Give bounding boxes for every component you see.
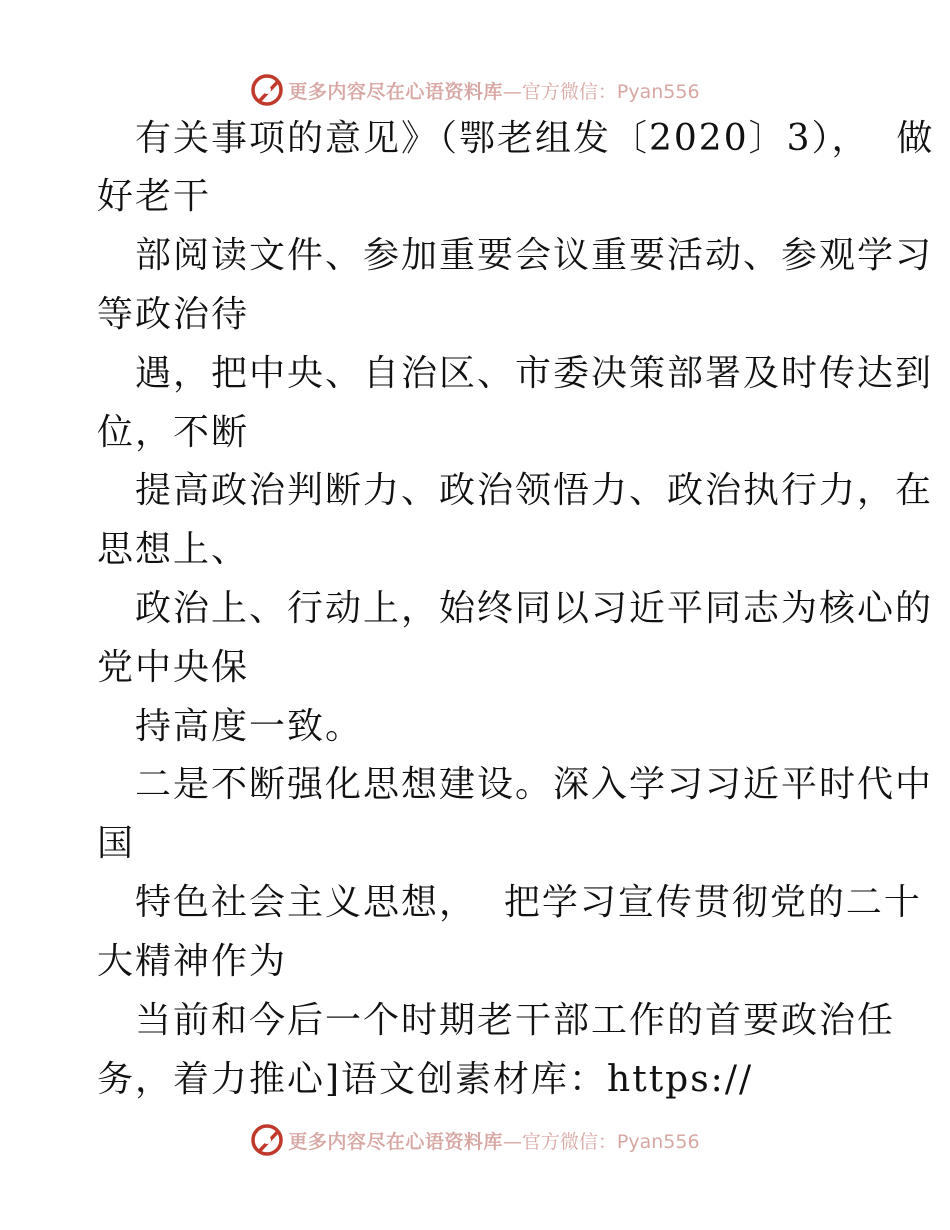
text-line: 提高政治判断力、政治领悟力、政治执行力，在 [135, 470, 934, 511]
footer-watermark [0, 1120, 950, 1160]
watermark-sub-text: —官方微信：Pyan556 [502, 80, 700, 103]
text-line: 位，不断 [97, 412, 250, 453]
text-line: 持高度一致。 [135, 706, 364, 747]
header-watermark [0, 70, 950, 110]
text-line: 好老干 [97, 176, 212, 217]
text-line: 政治上、行动上，始终同以习近平同志为核心的 [135, 588, 934, 629]
text-line: 遇，把中央、自治区、市委决策部署及时传达到 [135, 353, 934, 394]
text-line: 特色社会主义思想， 把学习宣传贯彻党的二十 [135, 882, 922, 923]
text-line: 务，着力推心]语文创素材库：https:// [97, 1059, 754, 1100]
pen-logo-icon [250, 73, 284, 107]
pen-logo-icon [250, 1123, 284, 1157]
text-line: 有关事项的意见》（鄂老组发〔2020〕3）， 做 [135, 118, 935, 159]
text-line: 等政治待 [97, 294, 250, 335]
watermark-main-text: 更多内容尽在心语资料库 [288, 80, 503, 103]
text-line: 国 [97, 823, 136, 864]
text-line: 二是不断强化思想建设。深入学习习近平时代中 [135, 764, 934, 805]
text-line: 思想上、 [97, 529, 250, 570]
watermark-sub-text: —官方微信：Pyan556 [502, 1130, 700, 1153]
text-line: 部阅读文件、参加重要会议重要活动、参观学习 [135, 235, 934, 276]
text-line: 党中央保 [97, 647, 250, 688]
watermark-main-text: 更多内容尽在心语资料库 [288, 1130, 503, 1153]
text-line: 大精神作为 [97, 941, 288, 982]
text-line: 当前和今后一个时期老干部工作的首要政治任 [135, 1000, 896, 1041]
